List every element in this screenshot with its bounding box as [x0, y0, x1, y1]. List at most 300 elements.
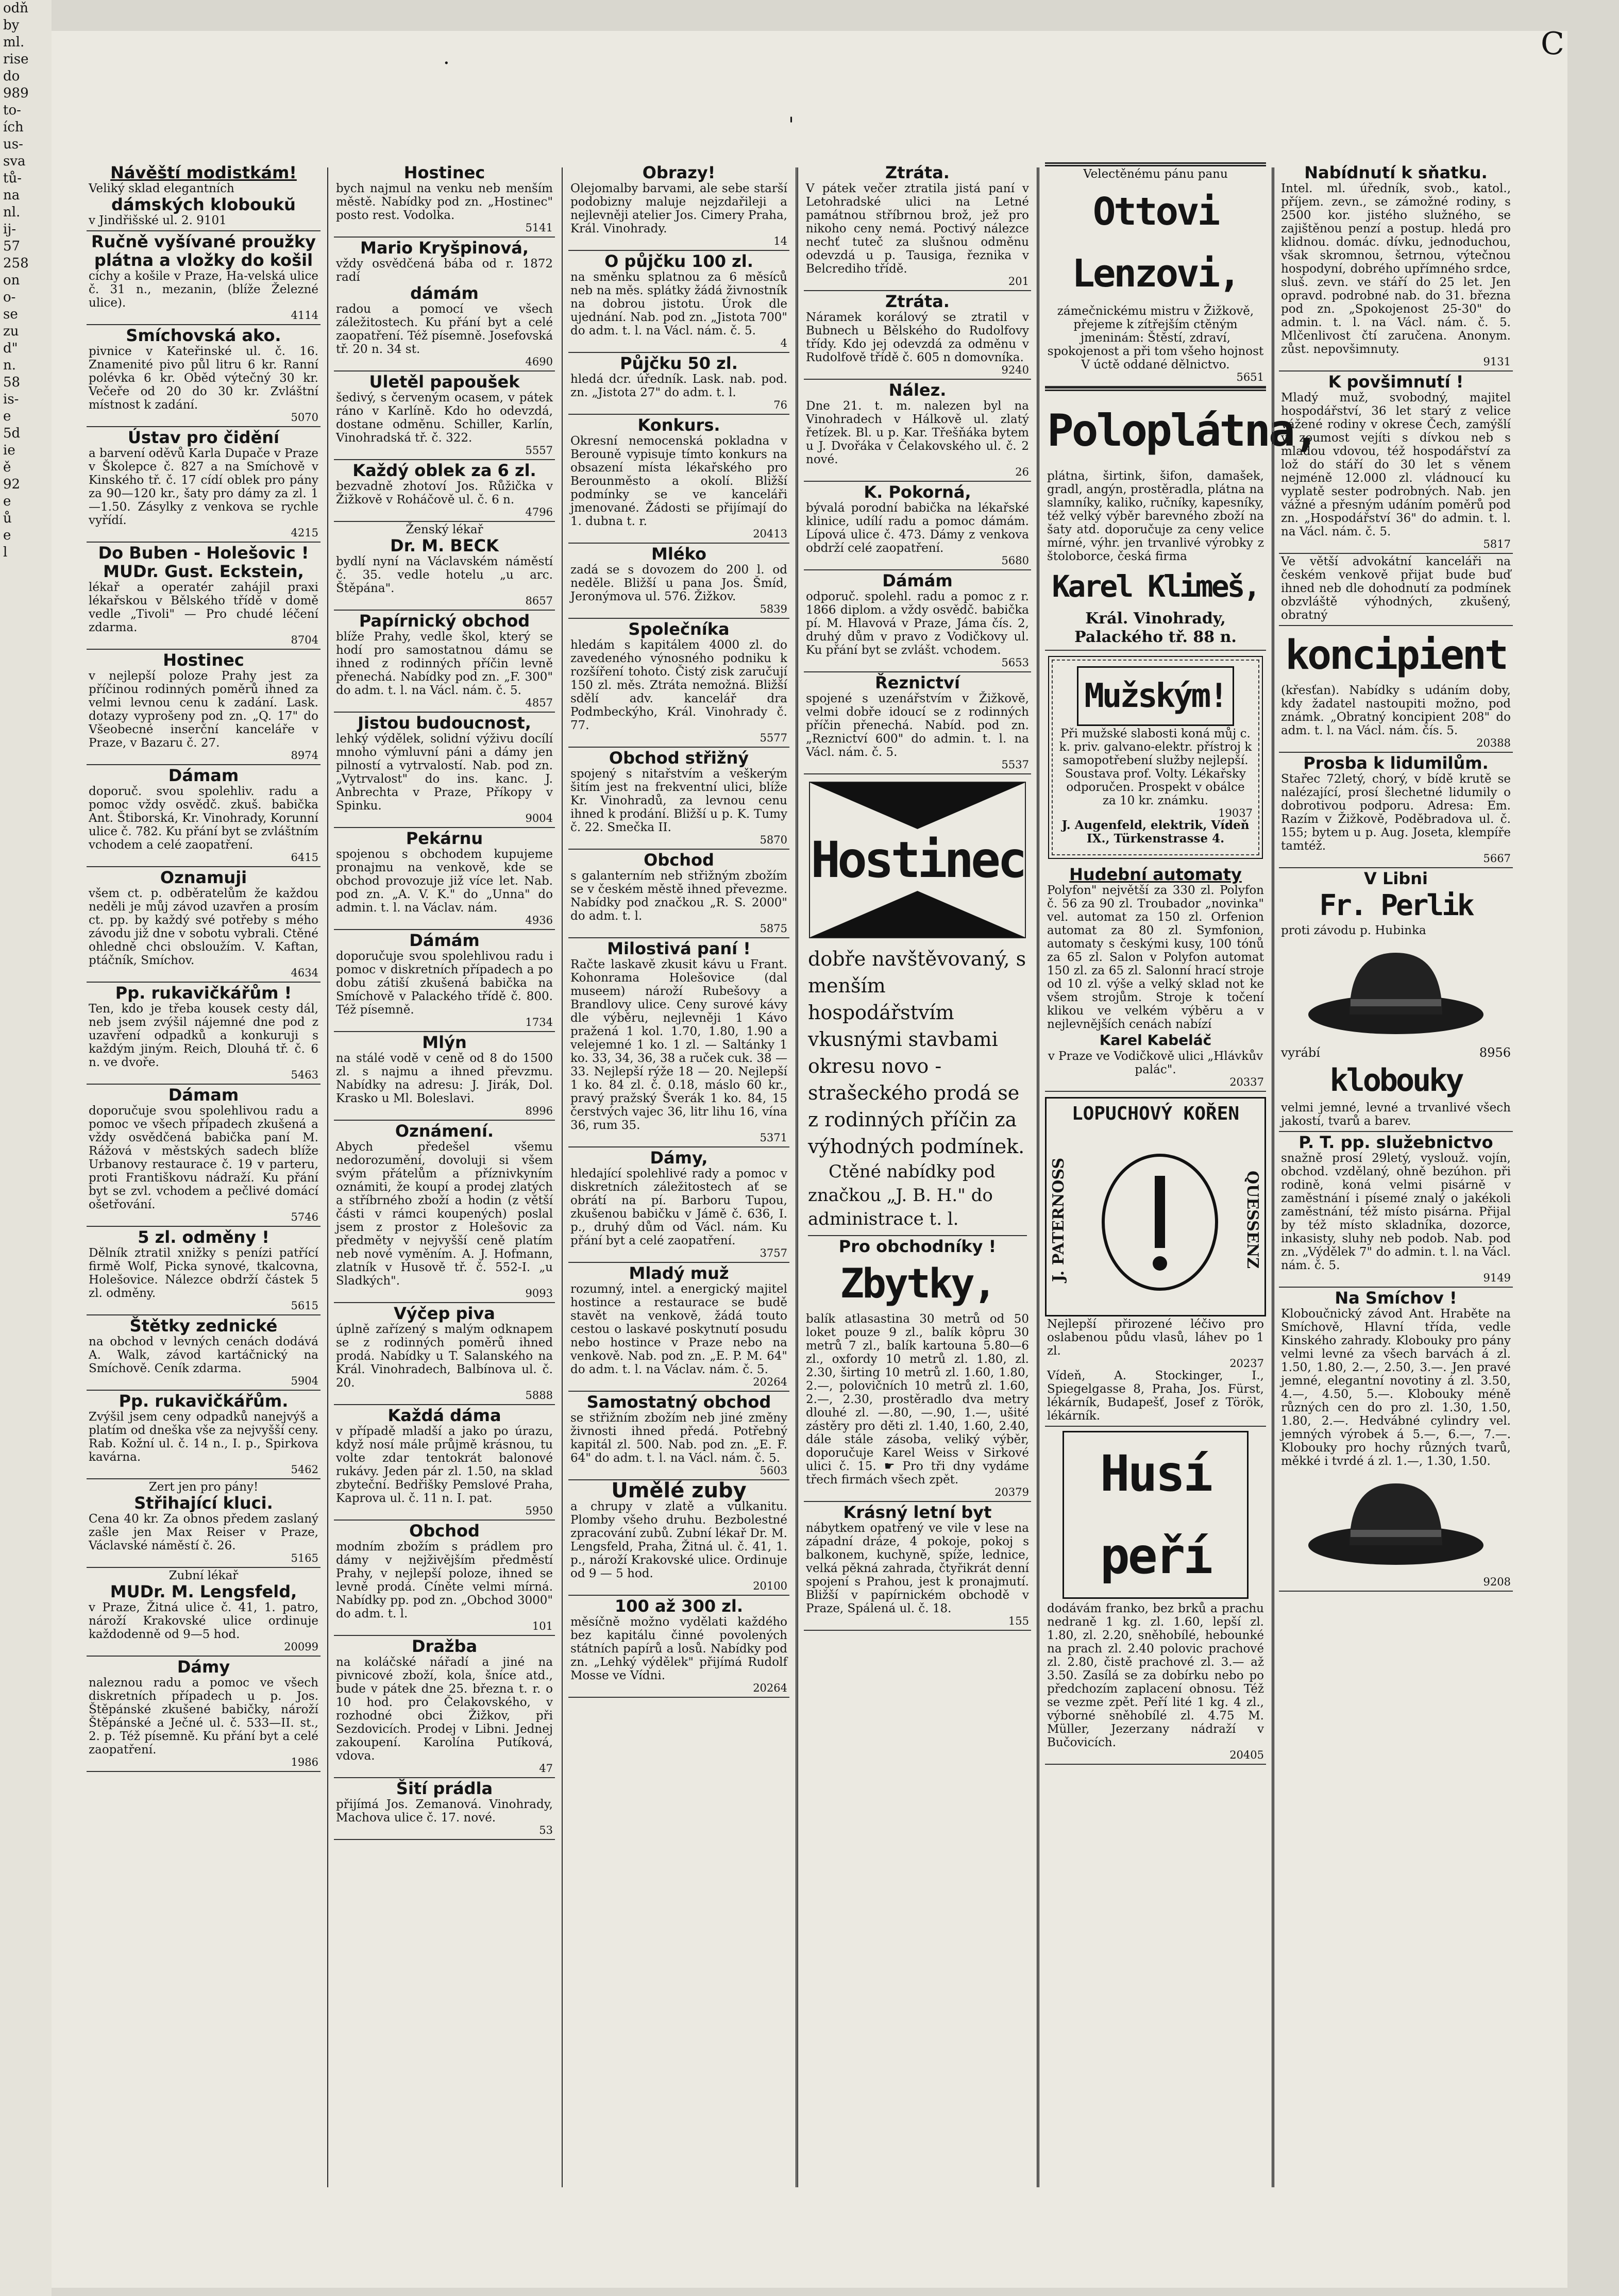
ad-ref: 9093 [525, 1287, 553, 1299]
ad-headline: Dámám [882, 571, 953, 590]
ad-ref: 5557 [525, 444, 553, 457]
strip-fragment: sva [3, 154, 26, 169]
classified-ad [334, 930, 555, 1032]
hat-illustration [1303, 942, 1489, 1040]
ad-headline: MUDr. M. Lengsfeld, [110, 1582, 297, 1601]
ad-headline: Dražba [411, 1636, 478, 1656]
ad-text: Veliký sklad elegantních [89, 182, 234, 195]
classified-ad [568, 1263, 789, 1392]
ad-text: bezvadně zhotoví Jos. Růžička v Žižkově v Roháčově ul. č. 6 n. [336, 480, 553, 507]
ad-headline: Řeznictví [875, 673, 960, 693]
ad-text: v případě mladší a jako po úrazu, když nosí mále průjmě krásnou, tu volte zdar tentokrát balonové rukávy. Jeden pár zl. 1.50, na sklad zbyteční. Bedřišky Pemslové Praha, Kaprova ul. č. 11 n. I. pat. [336, 1425, 553, 1505]
classified-ad [334, 713, 555, 828]
classified-ad [568, 748, 789, 850]
strip-fragment: ml. [3, 35, 25, 50]
strip-fragment: ie [3, 443, 15, 458]
ad-ref: 5875 [760, 922, 787, 935]
strip-fragment: zu [3, 324, 19, 339]
ad-text-2: velmi jemné, levné a trvanlivé všech jakostí, tvarů a barev. [1281, 1101, 1511, 1128]
strip-fragment: l [3, 545, 8, 560]
classified-ad [87, 427, 321, 543]
ad-ref: 9004 [525, 812, 553, 824]
classified-ad [1279, 868, 1513, 1132]
classified-ad [334, 1405, 555, 1521]
ad-ref: 8956 [1479, 1045, 1511, 1060]
classified-ad [568, 938, 789, 1147]
ad-text: cíchy a košile v Praze, Ha-velská ulice č. 31 n., mezanin, (blíže Železné ulice). [89, 269, 318, 310]
strip-fragment: odň [3, 1, 29, 16]
ad-ref: 9208 [1483, 1576, 1511, 1588]
classified-ad [568, 162, 789, 251]
klimes-name: Karel Klimeš, [1052, 569, 1259, 604]
classified-ad [334, 238, 555, 372]
ad-text: šedivý, s červeným ocasem, v pátek ráno v Karlíně. Kdo ho odevzdá, dostane odměnu. Schiller, Karlín, Vinohradská tř. č. 322. [336, 391, 553, 445]
classified-ad [87, 325, 321, 427]
classified-ad [1279, 1288, 1513, 1592]
ad-text: Olejomalby barvami, ale sebe starší podobizny maluje nejzdařileji a nejlevněji atelier Jos. Cimery Praha, Král. Vinohrady. [570, 182, 787, 235]
ad-ref: 8704 [291, 634, 318, 646]
ad-ref: 5165 [291, 1552, 318, 1564]
ad-text-2: radou a pomocí ve všech záležitostech. Ku přání byt a celé zaopatření. Též písemně. Josefovská tř. 20 n. 34 st. [336, 302, 553, 356]
ad-display-name: Fr. Perlik [1319, 889, 1473, 922]
classified-ad [804, 482, 1031, 570]
ad-text: Intel. ml. úředník, svob., katol., příjem. zevn., se zámožné rodiny, s 2500 kor. jistého služného, se zajištěnou penzí a postup. hledá pro klidnou. domác. dívku, jednoduchou, však skromnou, šetrnou, výtečnou hospodyní, dobrého upřímného srdce, sluš. zevn. ve stáří do 25 let. Jen opravd. podrobné nab. do 31. března pod zn. „Spokojenost 25-30" do admin. t. l. na Václ. nám. č. 5. Mlčenlivost čtí zaručena. Anonym. zůst. nepovšimnuty. [1281, 182, 1511, 356]
ad-ref: 20099 [284, 1641, 318, 1653]
classified-ad [334, 1521, 555, 1636]
ad-ref: 101 [532, 1620, 553, 1632]
speck-mark: ' [788, 113, 794, 137]
classified-ad [87, 1227, 321, 1315]
ad-ref: 5870 [760, 834, 787, 846]
classified-ad [334, 1303, 555, 1405]
ad-ref: 9240 [1001, 364, 1029, 376]
ad-headline: O půjčku 100 zl. [604, 251, 753, 271]
ad-text: Zvýšil jsem ceny odpadků nanejvýš a platím od dneška vše za nejvyšší ceny. Rab. Kožní ul. č. 14 n., I. p., Spirkova kavárna. [89, 1410, 318, 1464]
ad-ref: 4690 [525, 356, 553, 368]
ad-text: (křesťan). Nabídky s udáním doby, kdy žadatel nastoupiti možno, pod známk. „Obratný koncipient 208" do adm. t. l. na Václ. nám. čís. 5. [1281, 684, 1511, 737]
ad-text: se střižním zbožím neb jiné změny živnosti ihned předá. Potřebný kapitál zl. 500. Nab. pod zn. „E. F. 64" do adm. t. l. na Václ. nám. č. 5. [570, 1411, 787, 1465]
ad-ref: 20413 [753, 528, 787, 540]
speck-mark: · [443, 52, 450, 75]
classified-ad [804, 291, 1031, 380]
lopuch-text-ad: Nejlepší přirozené léčivo pro oslabenou půdu vlasů, láhev po 1 zl. 20237 Vídeň, A. Stockinger, I., Spiegelgasse 8, Praha, Jos. Fürst, lékárník, Budapešť, Josef z Török, lékárník. [1045, 1316, 1266, 1427]
ad-ref: 5667 [1483, 852, 1511, 865]
ad-headline: Dr. M. BECK [390, 536, 499, 555]
ad-text: hledá dcr. úředník. Lask. nab. pod. zn. „Jistota 27" do adm. t. l. [570, 373, 787, 399]
ad-ref: 5141 [525, 222, 553, 234]
classified-ad [334, 162, 555, 238]
muzskym-firm: J. Augenfeld, elektrik, Vídeň IX., Türkenstrasse 4. [1061, 818, 1250, 846]
classified-ad [334, 372, 555, 460]
ad-ref: 4634 [291, 967, 318, 979]
ad-text: snažně prosí 29letý, vyslouž. vojín, obchod. vzdělaný, ohně bezúhon. při rodině, koná velmi pisárně v zaměstnání i písemé znalý o jakékoli zaměstnání, též místo pisárna. Přijal by též místo skladníka, dozorce, inkasisty, sluhy neb podob. Nab. pod zn. „Výdělek 7" do admin. t. l. na Václ. nám. č. 5. [1281, 1152, 1511, 1272]
ad-headline: Dámam [168, 766, 239, 785]
column-6 [1275, 162, 1517, 2203]
classified-ad [568, 850, 789, 938]
ad-headline: Obchod [409, 1521, 480, 1541]
classified-ad [87, 543, 321, 650]
ad-headline: Každá dáma [387, 1406, 501, 1425]
ad-ref: 4215 [291, 527, 318, 539]
ad-ref: 5817 [1483, 538, 1511, 550]
ad-ref: 9131 [1483, 356, 1511, 368]
ad-text: proti závodu p. Hubinka [1281, 924, 1426, 937]
ad-headline: 100 až 300 zl. [615, 1596, 743, 1616]
strip-fragment: ích [3, 120, 24, 135]
ad-text: V pátek večer ztratila jistá paní v Letohradské ulici na Letné památnou stříbrnou brož, jež pro nikoho ceny nemá. Poctivý nálezce nechť tuteč za slušnou odměnu odevzdá u p. Tausiga, řeznika v Belcrediho třídě. [806, 182, 1029, 276]
ad-text: všem ct. p. odběratelům že každou neděli je můj závod uzavřen a prosím ct. pp. by každý své potřeby s mého závodu již dne v sobotu vybrali. Ctěné ohledně chci obsloužím. V. Kaftan, ptáčník, Smíchov. [89, 887, 318, 967]
ad-text: pivnice v Kateřinské ul. č. 16. Znamenité pivo půl litru 6 kr. Ranní polévka 6 kr. Oběd výtečný 30 kr. Večeře od 20 do 30 kr. Zvláštní místnost k zadání. [89, 345, 318, 412]
ad-text: Kloboučnický závod Ant. Hraběte na Smíchově, Hlavní třída, vedle Kinského zahrady. Klobouky pro pány velmi levné za všech barvách á zl. 1.50, 1.80, 2.—, 2.50, 3.—. Jen pravé jemné, elegantní novotiny á zl. 3.50, 4.—, 4.50, 5.—. Klobouky méně různých cen do pro zl. 1.30, 1.50, 1.80, 2.—. Hedvábné cylindry vel. jemných výrobek á 5.—, 6.—, 7.—. Klobouky pro hochy různých tvarů, měkké i tvrdé á zl. 1.—, 1.30, 1.50. [1281, 1307, 1511, 1468]
ad-text: bych najmul na venku neb menším městě. Nabídky pod zn. „Hostinec" posto rest. Vodolka. [336, 182, 553, 222]
ad-text: úplně zařízený s malým odknapem se z rodinných poměrů ihned prodá. Nabídky u T. Salanského na Král. Vinohradech, Balbínova ul. č. 20. [336, 1323, 553, 1390]
ad-headline: Ztráta. [885, 292, 950, 311]
ad-subheadline: dámám [410, 283, 479, 303]
strip-fragment: e [3, 528, 11, 543]
classified-ad [804, 380, 1031, 482]
classified-ad [804, 570, 1031, 672]
ad-ref: 5070 [291, 411, 318, 424]
classified-ad [334, 1121, 555, 1303]
ad-ref: 5463 [291, 1069, 318, 1081]
ad-text: a barvení oděvů Karla Dupače v Praze v Školepce č. 827 a na Smíchově v Kinského tř. č. 17 cídí oblek pro pány za 90—120 kr., šaty pro dámy za zl. 1—1.50. Zásylky z venkova se rychle vyřídí. [89, 447, 318, 527]
ad-ref: 9149 [1483, 1272, 1511, 1284]
ad-text: Abych předešel všemu nedorozumění, dovoluji si všem svým přátelům a příznivkyním oznámiti, že koupí a prodej zlatých a stříbrného zboží a hodin (z větší části v rámci koupených) poslal jsem z prostor z Holešovic za předměty v nejvyšší ceně platím neb nové vyměním. A. J. Hofmann, zlatník v Husově tř. č. 552-I. „u Sladkých". [336, 1140, 553, 1288]
poloplatna-text: plátna, širtink, šifon, damašek, gradl, angýn, prostěradla, plátna na slamníky, kaliko, ručníky, kapesníky, též velký výběr barevného zboží na šaty atd. doporučuje za ceny velice mírné, výhr. jen trvanlivé výrobky z štoloborce, česká firma [1047, 469, 1264, 563]
ad-text: bývalá porodní babička na lékařské klinice, udílí radu a pomoc dámám. Lípová ulice č. 473. Dámy z venkova obdrží celé zaopatření. [806, 501, 1029, 555]
classified-ad [334, 1032, 555, 1121]
ad-text: Račte laskavě zkusit kávu u Frant. Kohonrama Holešovice (dal museem) nároží Rubešovy a Brandlovy ulice. Ceny surové kávy dle výběru, nejlevněji 1 Kávo pražená 1 kol. 1.70, 1.80, 1.90 a velejemné 1 ko. 1 zl. — Saltánky 1 ko. 33, 34, 36, 38 a ruček cuk. 38 — 33. Nejlepší rýže 18 — 20. Nejlepší 1 ko. 84 zl. č. 0.18, máslo 60 kr., pravý pražský Šverák 1 ko. 84, 15 čerstvých vajec 36, litr lihu 16, vína 36, rum 35. [570, 958, 787, 1132]
ad-headline: Střihající kluci. [134, 1493, 273, 1513]
classified-ad [87, 1315, 321, 1391]
classified-ad [87, 1085, 321, 1227]
ad-headline: Prosba k lidumilům. [1303, 753, 1489, 773]
ad-ref: 201 [1008, 275, 1029, 288]
classified-ad [568, 1480, 789, 1596]
classified-ad [334, 460, 555, 522]
ad-text: na směnku splatnou za 6 měsíců neb na měs. splátky žádá živnostník na dobrou jistotu. Úrok dle ujednání. Nab. pod zn. „Jistota 700" do adm. t. l. na Václ. nám. č. 5. [570, 271, 787, 337]
ad-ref: 4936 [525, 914, 553, 926]
strip-fragment: do [3, 69, 20, 84]
ad-headline: 5 zl. odměny ! [138, 1227, 269, 1247]
ad-text: doporučuje svou spolehlivou radu a pomoc ve všech případech zkušená a vždy osvědčená babička paní M. Rážová v městských sadech blíže Urbanovy restaurace č. 19 v parteru, proti Františkovu nádraží. Ku přání byt se zvl. vchodem a pečlivé domácí ošetřování. [89, 1104, 318, 1211]
ad-text: a chrupy v zlatě a vulkanitu. Plomby všeho druhu. Bezbolestné zpracování zubů. Zubní lékař Dr. M. Lengsfeld, Praha, Žitná ul. č. 41, 1. p., nároží Krakovské ulice. Ordinuje od 9 — 5 hod. [570, 1500, 787, 1580]
ad-headline: Mario Kryšpinová, [360, 238, 529, 258]
strip-fragment: 58 [3, 375, 21, 390]
strip-fragment: 5d [3, 426, 21, 441]
ad-text: odporuč. spolehl. radu a pomoc z r. 1866 diplom. a vždy osvědč. babička pí. M. Hlavová v Praze, Jáma čís. 2, druhý dům v pravo z Vodičkovy ul. Ku přání byt se zvlášt. vchodem. [806, 590, 1029, 657]
ad-ref: 5746 [291, 1211, 318, 1223]
hostinec-text-2: Ctěné nabídky pod značkou „J. B. H." do administrace t. l. [808, 1160, 1027, 1236]
ad-text: Ve větší advokátní kanceláři na českém venkově přijat bude buď ihned neb dle dohodnutí za podmínek obzvláště výhodných, zkušený, obratný [1281, 555, 1511, 622]
ad-headline: Pekárnu [406, 829, 483, 848]
ad-ref: 76 [773, 399, 787, 411]
hat-illustration [1303, 1473, 1489, 1571]
ad-ref: 20388 [1476, 737, 1511, 749]
strip-fragment: on [3, 273, 20, 288]
hostinec-title: Hostinec [811, 831, 1024, 889]
ad-headline: Mléko [651, 544, 706, 564]
ad-ref: 6415 [291, 851, 318, 864]
classified-ad [568, 251, 789, 353]
column-4 [800, 162, 1035, 2203]
strip-fragment: is- [3, 392, 19, 407]
ad-row [1281, 1045, 1511, 1060]
ad-subheadline: dámských kloboukŭ [111, 195, 296, 214]
lenz-text: zámečnickému mistru v Žižkově, přejeme k zítřejším ctěným jmeninám: Štěstí, zdraví, spokojenost a při tom všeho hojnost V úctě oddané dělnictvo. [1047, 305, 1264, 372]
classified-ad [804, 162, 1031, 291]
ad-headline: Mlýn [422, 1033, 467, 1052]
classified-ad [334, 1636, 555, 1778]
ad-headline: Půjčku 50 zl. [620, 353, 738, 373]
ad-ref: 47 [539, 1762, 553, 1775]
classified-ad [568, 1596, 789, 1698]
ad-text: rozumný, intel. a energický majitel hostince a restaurace se budě stavět na venkově, žádá touto cestou o laskavé poskytnutí posudu nebo hostince v Praze nebo na venkově. Nab. pod zn. „E. P. M. 64" do adm. t. l. na Václav. nám. č. 5. [570, 1282, 787, 1376]
ad-text: zadá se s dovozem do 200 l. od neděle. Bližší u pana Jos. Šmíd, Jeronýmova ul. 576. Žižkov. [570, 563, 787, 603]
strip-fragment: se [3, 307, 18, 322]
ad-headline: P. T. pp. služebnictvo [1298, 1133, 1493, 1152]
ad-text: hledající spolehlivé rady a pomoc v diskretních záležitostech ať se obrátí na pí. Barboru Tupou, zkušenou babičku v Jámě č. 636, I. p., druhý dům od Václ. nám. Ku přání byt a celé zaopatření. [570, 1167, 787, 1247]
classified-ad [87, 765, 321, 867]
newspaper-page [52, 26, 1567, 2288]
ad-headline: Obrazy! [642, 163, 716, 182]
ad-text: v nejlepší poloze Prahy jest za příčinou rodinných poměrů ihned za velmi levnou cenu k zadání. Lask. dotazy vyprošeny pod zn. „Q. 17" do Všeobecné inserční kanceláře v Praze, v Bazaru č. 27. [89, 669, 318, 750]
ad-pretitle: Zubní lékař [168, 1569, 239, 1582]
ad-text: balík atlasastina 30 metrů od 50 loket pouze 9 zl., balík kôpru 30 metrů 7 zl., balík kartouna 5.80—6 zl., oxfordy 10 metrů zl. 1.80, zl. 2.30, širting 10 metrů zl. 1.60, 1.80, 2.—, polovičních 10 metrů zl. 1.60, 2.—, 2.30, prostěradlo dva metry dlouhé zl. —.80, —.90, 1.—, ušité zástěry pro děti zl. 1.40, 1.60, 2.40, dále stále zásoba, veliký výběr, doporučuje Karel Weiss v Sirkové ulici č. 15. ☛ Pro tři dny vydáme třech firmách všech zpět. [806, 1312, 1029, 1487]
ad-headline: Jistou budoucnost, [358, 713, 531, 733]
ad-pretitle: Zert jen pro pány! [148, 1480, 259, 1494]
ad-text: Dělník ztratil xnižky s penízi patřící firmě Wolf, Picka synové, tkalcovna, Holešovice. Nálezce obdrží částek 5 zl. odměny. [89, 1246, 318, 1300]
ad-headline: Papírnický obchod [359, 611, 530, 631]
corner-mark: C [1541, 26, 1564, 62]
column-3 [564, 162, 794, 2203]
muzskym-text: Při mužské slabosti koná můj c. k. priv. galvano-elektr. přístroj k samopotřebení služby nejlepší. Soustava prof. Volty. Lékařsky odporučen. Prospekt v obálce za 10 kr. známku. [1059, 727, 1252, 807]
classified-ad [568, 415, 789, 544]
ad-text: s galanterním neb střižným zbožím se v českém městě ihned převezme. Nabídky pod značkou „R. S. 2000" do adm. t. l. [570, 869, 787, 923]
ad-display-word: Zbytky, [840, 1261, 995, 1307]
classified-ad [1279, 162, 1513, 372]
ad-text: vždy osvědčená bába od r. 1872 radí [336, 257, 553, 284]
classified-ad [568, 1392, 789, 1480]
strip-fragment: rise [3, 52, 29, 67]
classified-ad [1279, 626, 1513, 753]
classified-ad [804, 1236, 1031, 1502]
classified-ad [568, 353, 789, 415]
ad-headline: Každý oblek za 6 zl. [352, 461, 536, 480]
ad-text: Mladý muž, svobodný, majitel hospodářství, 36 let starý z velice vážené rodiny v okrese Čech, zamýšlí v zoumost vejíti s dívkou neb s mladou vdovou, též hospodářství za lož do stáří do 30 let s věnem nejméně 12.000 zl. vládnoucí ku vyplatě sester podrobných. Nab. jen vážné a přesným udáním poměrů pod zn. „Hospodářství 36" do admin. t. l. na Václ. nám. č. 5. [1281, 391, 1511, 538]
ad-text: přijímá Jos. Zemanová. Vinohrady, Machova ulice č. 17. nové. [336, 1798, 553, 1825]
ad-headline: Nález. [888, 380, 947, 400]
hostinec-display-ad [809, 782, 1026, 938]
ad-ref: 5577 [760, 732, 787, 744]
ad-headline: Milostivá paní ! [607, 939, 751, 958]
ad-headline: Obchod [644, 850, 714, 870]
strip-fragment: ě [3, 460, 11, 475]
ad-text: v Praze, Žitná ulice č. 41, 1. patro, nároží Krakovské ulice ordinuje každodenně od 9—5 hod. [89, 1601, 318, 1641]
ad-text: spojené s uzenářstvím v Žižkově, velmi dobře idoucí se z rodinných příčin přenechá. Nabíd. pod zn. „Reznictví 600" do admin. t. l. na Václ. nám. č. 5. [806, 692, 1029, 759]
classified-ad [87, 867, 321, 983]
classified-ad [87, 1568, 321, 1657]
ad-headline: K povšimnutí ! [1328, 372, 1464, 392]
ad-ref: 5653 [1001, 656, 1029, 669]
ad-headline: Uletěl papoušek [369, 372, 520, 392]
ad-text: lékař a operatér zahájil praxi lékařskou v Bělského třídě v domě vedle „Tivoli" — Pro chudé léčení zdarma. [89, 581, 318, 634]
klimes-address: Král. Vinohrady, Palackého tř. 88 n. [1074, 610, 1237, 646]
husi-peri-title: Husí peří [1063, 1431, 1249, 1599]
ad-text: na stálé vodě v ceně od 8 do 1500 zl. s najmu a ihned převzmu. Nabídky na adresu: J. Jirák, Dol. Krasko u Ml. Boleslavi. [336, 1052, 553, 1105]
ad-text: Náramek korálový se ztratil v Bubnech u Bělského do Rudolfovy třídy. Kdo jej odevzdá za odměnu v Rudolfově třídě č. 605 n domovníka. [806, 311, 1029, 364]
ad-ref: 3757 [760, 1247, 787, 1259]
ad-ref: 26 [1015, 466, 1029, 478]
ad-headline: V Libni [1364, 869, 1428, 888]
ad-text: na obchod v levných cenách dodává A. Walk, závod kartáčnický na Smíchově. Ceník zdarma. [89, 1335, 318, 1375]
strip-fragment: ij- [3, 222, 16, 237]
ad-ref: 5462 [291, 1463, 318, 1476]
ad-display-word: klobouky [1329, 1062, 1462, 1099]
ad-text: doporuč. svou spolehliv. radu a pomoc vždy osvědč. zkuš. babička Ant. Štiborská, Kr. Vinohrady, Korunní ulice č. 782. Ku přání byt se zvláštním vchodem a celé zaopatření. [89, 785, 318, 852]
ad-headline: Samostatný obchod [586, 1392, 771, 1412]
classified-ad [1279, 372, 1513, 554]
ad-headline: Pp. rukavičkářům ! [115, 983, 292, 1003]
classified-ad [87, 650, 321, 765]
ad-ref: 8996 [525, 1105, 553, 1117]
ad-text: naleznou radu a pomoc ve všech diskretních případech u p. Jos. Štěpánské zkušené babičky, nároží Štěpánské a Ječné ul. č. 533—II. st., 2. p. Též písemně. Ku přání byt a celé zaopatření. [89, 1676, 318, 1757]
strip-fragment: 57 [3, 239, 21, 254]
classified-ad [334, 828, 555, 930]
ad-ref: 53 [539, 1824, 553, 1836]
strip-fragment: d" [3, 341, 18, 356]
ad-ref: 5904 [291, 1375, 318, 1387]
ad-headline: Ztráta. [885, 163, 950, 182]
neighbor-page-strip [0, 0, 52, 2296]
ad-ref: 4114 [291, 309, 318, 322]
ad-ref: 20379 [994, 1486, 1029, 1498]
strip-fragment: n. [3, 358, 16, 373]
strip-fragment: e [3, 494, 11, 509]
ad-text: Ten, kdo je třeba kousek cesty dál, neb jsem zvýšil nájemné dne pod z uzavření odpadků a konkuruji s každým jiným. Reich, Dlouhá tř. č. 6 n. ve dvoře. [89, 1002, 318, 1069]
strip-fragment: na [3, 188, 20, 203]
ad-text: blíže Prahy, vedle škol, který se hodí pro samostatnou dámu se ihned z rodinných příčin levně přenechá. Nabídky pod zn. „F. 300" do adm. t. l. na Václ. nám. č. 5. [336, 630, 553, 697]
lopuch-emblem [1093, 1145, 1227, 1299]
ad-ref: 1986 [291, 1756, 318, 1768]
ad-word: vyrábí [1281, 1045, 1320, 1060]
classified-ad [87, 1657, 321, 1772]
husi-peri-ad: Husí peří dodávám franko, bez brků a prachu nedraně 1 kg. zl. 1.60, lepší zl. 1.80, zl. 2.20, sněhobílé, hebounké na prach zl. 2.40 polovic prachové zl. 2.80, čistě prachové zl. 3.— až 3.50. Zasílá se za dobírku nebo po předchozím zaplacení obnosu. Též se vezme zpět. Peří lité 1 kg. 4 zl., výborné sněhobílé zl. 4.75 M. Müller, Jezerzany nádraží v Bučovicích. 20405 [1045, 1427, 1266, 1765]
ad-headline: Návěští modistkám! [110, 163, 297, 182]
ad-headline: Ústav pro čidění [127, 428, 280, 447]
ad-headline: Konkurs. [637, 415, 720, 435]
ad-ref: 5839 [760, 603, 787, 615]
ad-ref: 5537 [1001, 758, 1029, 771]
classified-ad [1279, 1132, 1513, 1288]
ad-headline: Do Buben - Holešovic ! MUDr. Gust. Eckstein, [98, 543, 309, 581]
ad-text: nábytkem opatřený ve vile v lese na západní dráze, 4 pokoje, pokoj s balkonem, kuchyně, spíže, lednice, velká pěkná zahrada, čtyřikrát denní spojení s Prahou, jest k pronajmutí. Bližší v papírnickém obchodě v Praze, Spálená ul. č. 18. [806, 1522, 1029, 1615]
ad-headline: Dámám [409, 931, 480, 950]
ad-headline: Oznámení. [395, 1121, 494, 1141]
strip-fragment: 989 [3, 86, 29, 101]
ad-headline: Ručně vyšívané proužky plátna a vložky do košil [91, 232, 316, 270]
classified-ad [804, 1502, 1031, 1631]
strip-fragment: ů [3, 511, 12, 526]
ad-headline: Obchod střižný [609, 748, 749, 768]
muzskym-ad: Mužským! Při mužské slabosti koná můj c. k. priv. galvano-elektr. přístroj k samopotřebení služby nejlepší. Soustava prof. Volty. Lékařsky odporučen. Prospekt v obálce za 10 kr. známku. 19037 J. Augenfeld, elektrik, Vídeň IX., Türkenstrasse 4. [1048, 656, 1263, 859]
ad-headline: Dámam [168, 1085, 239, 1105]
ad-headline: Společníka [628, 619, 730, 639]
ad-headline: Smíchovská ako. [126, 326, 281, 345]
classified-ad [568, 619, 789, 748]
ad-ref: 5950 [525, 1505, 553, 1517]
ad-pretitle: Ženský lékař [406, 523, 483, 536]
strip-fragment: 258 [3, 256, 29, 271]
classified-ad [87, 231, 321, 325]
classified-ad [87, 162, 321, 231]
ad-text: bydlí nyní na Václavském náměstí č. 35. vedle hotelu „u arc. Štěpána". [336, 555, 553, 595]
column-2 [330, 162, 559, 2203]
ad-ref: 5615 [291, 1299, 318, 1312]
classified-ad [87, 1479, 321, 1568]
ad-headline: Hostinec [163, 650, 244, 670]
ad-headline: Pro obchodníky ! [838, 1237, 997, 1256]
ad-text: modním zbožím s prádlem pro dámy v nejživějším předměstí Prahy, v nejlepší poloze, ihned se levně prodá. Cíněte velmi mírná. Nabídky pp. pod zn. „Obchod 3000" do adm. t. l. [336, 1540, 553, 1620]
ad-ref: 14 [773, 235, 787, 247]
ad-text-2: v Jindřišské ul. 2. 9101 [89, 214, 227, 227]
ad-text: hledám s kapitálem 4000 zl. do zavedeného výnosného podniku k rozšíření tohoto. Čistý zisk zaručují 150 zl. měs. Ztráta nemožná. Bližší sdělí adv. kancelář dra Podmbeckýho, Král. Vinohrady č. 77. [570, 638, 787, 732]
ad-headline: Pp. rukavičkářům. [119, 1391, 289, 1411]
strip-fragment: tů- [3, 171, 22, 186]
ad-display-word: koncipient [1285, 632, 1507, 679]
ad-ref: 8657 [525, 595, 553, 607]
classified-ad [334, 522, 555, 611]
ad-text: spojený s nitařstvím a veškerým šitím jest na frekventní ulici, blíže Kr. Vinohradů, za levnou cenu ihned k prodání. Bližší u p. K. Tumy č. 22. Smečka II. [570, 767, 787, 834]
hudebni-ad: Hudební automaty Polyfon" největší za 330 zl. Polyfon č. 56 za 90 zl. Troubador „novinka" vel. automat za 150 zl. Orfenion automat za 80 zl. Symfonion, automaty s českými kusy, 100 tónů za 65 zl. Salon v Polyfon automat 150 zl. za 65 zl. Salonní hrací stroje od 10 zl. výše a velký sklad not ke všem strojům. Stroje k točení klikou ve velkém výběru a v nejlevnějších cenách nabízí Karel Kabeláč v Praze ve Vodičkově ulici „Hlávkův palác". 20337 [1045, 864, 1266, 1092]
ad-headline: Hostinec [403, 163, 485, 182]
ad-headline: Umělé zuby [611, 1479, 747, 1502]
strip-fragment: to- [3, 103, 21, 118]
ad-headline: Výčep piva [394, 1304, 495, 1323]
ad-headline: K. Pokorná, [864, 482, 971, 502]
ad-headline: Dámy [177, 1657, 230, 1677]
hostinec-text: dobře navštěvovaný, s menším hospodářstvím vkusnými stavbami okresu novo - strašeckého prodá se z rodinných příčin za výhodných podmínek. [808, 948, 1026, 1158]
ad-headline: Mladý muž [629, 1263, 729, 1283]
ad-text: na koláčské nářadí a jiné na pivnicové zboží, kola, šníce atd., bude v pátek dne 25. března t. r. o 10 hod. pro Čelakovského, v rozhodné obci Žižkov, při Sezdovicích. Prodej v Libni. Jednej zakoupení. Karolína Putíková, vdova. [336, 1656, 553, 1763]
lenz-name: Ottovi Lenzovi, [1072, 190, 1239, 296]
poloplatna-ad [1045, 387, 1318, 651]
classified-ad [87, 1391, 321, 1479]
ad-text: spojenou s obchodem kupujeme pronajmu na venkově, kde se obchod provozuje již více let. Nab. pod zn. „A. V. K." do „Unna" do admin. t. l. na Václav. nám. [336, 848, 553, 915]
lenz-ad: Velectěnému pánu panu Ottovi Lenzovi, zámečnickému mistru v Žižkově, přejeme k zítřejším ctěným jmeninám: Štěstí, zdraví, spokojenost a při tom všeho hojnost V úctě oddané dělnictvo. 5651 [1045, 162, 1266, 387]
ad-ref: 4796 [525, 506, 553, 518]
ad-ref: 1734 [525, 1016, 553, 1028]
ad-ref: 5888 [525, 1389, 553, 1402]
classified-ad [334, 611, 555, 713]
ad-ref: 8974 [291, 749, 318, 762]
ad-text: Cena 40 kr. Za obnos předem zaslaný zašle jen Max Reiser v Praze, Václavské náměstí č. 26. [89, 1512, 318, 1552]
ad-text: Okresní nemocenská pokladna v Berouně vypisuje tímto konkurs na obsazení místa lékařského pro Berounměsto a okolí. Bližší podmínky se ve kanceláři jmenované. Žádosti se přijímají do 1. dubna t. r. [570, 434, 787, 528]
classified-ad [1279, 554, 1513, 626]
strip-fragment: nl. [3, 205, 21, 220]
column-1 [82, 162, 325, 2203]
classified-ad [568, 544, 789, 619]
ad-headline: Na Smíchov ! [1335, 1288, 1457, 1308]
strip-fragment: 92 [3, 477, 21, 492]
ad-text: doporučuje svou spolehlivou radu i pomoc v diskretních případech a po dobu zátiší zkušená babička na Smíchově v Palackého třídě č. 800. Též písemně. [336, 950, 553, 1017]
muzskym-title: Mužským! [1077, 666, 1234, 726]
ad-ref: 20264 [753, 1376, 787, 1388]
ad-headline: Nabídnutí k sňatku. [1304, 163, 1488, 182]
ad-headline: Dámy, [650, 1148, 708, 1168]
lopuch-ad: LOPUCHOVÝ KOŘEN J. PATERNOSS QUESSENZ [1045, 1097, 1266, 1316]
strip-fragment: us- [3, 137, 23, 152]
